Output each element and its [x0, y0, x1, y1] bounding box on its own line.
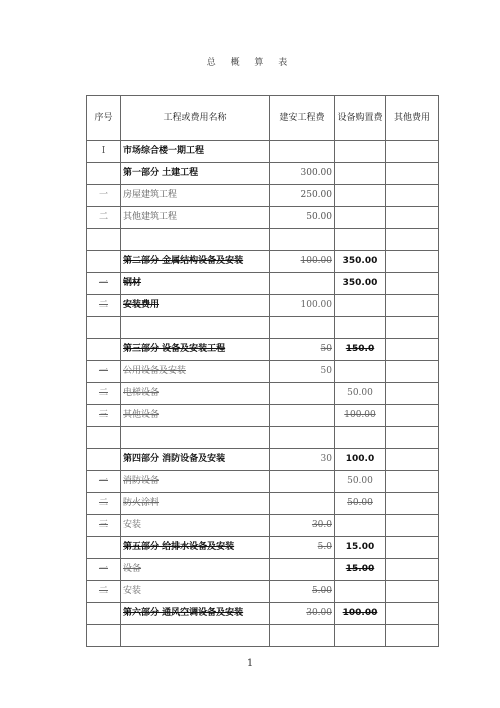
row-construction-cost	[270, 493, 335, 515]
table-row	[87, 449, 439, 471]
row-equipment-cost: 50.00	[335, 493, 386, 515]
row-equipment-cost: 15.00	[335, 559, 386, 581]
row-equipment-cost: 50.00	[335, 471, 386, 493]
row-construction-cost: 50	[270, 339, 335, 361]
row-index	[87, 229, 121, 251]
row-construction-cost: 30.0	[270, 515, 335, 537]
table-row	[87, 317, 439, 339]
row-other-cost	[386, 581, 439, 603]
row-other-cost	[386, 251, 439, 273]
row-index: 二	[87, 207, 121, 229]
row-name: 其他建筑工程	[121, 207, 270, 229]
row-name: 第五部分 给排水设备及安装	[121, 537, 270, 559]
row-equipment-cost: 350.00	[335, 251, 386, 273]
row-other-cost	[386, 625, 439, 647]
row-equipment-cost	[335, 295, 386, 317]
row-other-cost	[386, 537, 439, 559]
row-other-cost	[386, 449, 439, 471]
row-name: 安装费用	[121, 295, 270, 317]
row-equipment-cost	[335, 361, 386, 383]
row-index	[87, 449, 121, 471]
row-index: 二	[87, 383, 121, 405]
row-name: 第一部分 土建工程	[121, 163, 270, 185]
row-equipment-cost: 50.00	[335, 383, 386, 405]
row-construction-cost	[270, 471, 335, 493]
row-index	[87, 427, 121, 449]
row-other-cost	[386, 185, 439, 207]
row-construction-cost: 50.00	[270, 207, 335, 229]
row-index	[87, 317, 121, 339]
row-name: 电梯设备	[121, 383, 270, 405]
row-index: 二	[87, 493, 121, 515]
table-row	[87, 537, 439, 559]
row-other-cost	[386, 383, 439, 405]
table-row	[87, 141, 439, 163]
row-construction-cost	[270, 625, 335, 647]
row-equipment-cost: 100.00	[335, 603, 386, 625]
row-construction-cost: 50	[270, 361, 335, 383]
header-equipment: 设备购置费	[335, 96, 386, 141]
row-construction-cost: 5.00	[270, 581, 335, 603]
row-index	[87, 251, 121, 273]
table-row	[87, 229, 439, 251]
row-name: 房屋建筑工程	[121, 185, 270, 207]
table-row	[87, 559, 439, 581]
row-construction-cost	[270, 427, 335, 449]
row-equipment-cost: 150.0	[335, 339, 386, 361]
row-index: 一	[87, 471, 121, 493]
row-construction-cost: 30.00	[270, 603, 335, 625]
row-name	[121, 229, 270, 251]
row-index: 一	[87, 273, 121, 295]
row-name: 防火涂料	[121, 493, 270, 515]
row-index: 三	[87, 405, 121, 427]
row-equipment-cost: 350.00	[335, 273, 386, 295]
row-name: 第三部分 设备及安装工程	[121, 339, 270, 361]
row-name	[121, 625, 270, 647]
header-construction: 建安工程费	[270, 96, 335, 141]
row-other-cost	[386, 471, 439, 493]
row-other-cost	[386, 405, 439, 427]
row-name	[121, 317, 270, 339]
row-construction-cost	[270, 273, 335, 295]
table-row	[87, 207, 439, 229]
row-name: 第六部分 通风空调设备及安装	[121, 603, 270, 625]
table-row	[87, 185, 439, 207]
row-index: I	[87, 141, 121, 163]
row-other-cost	[386, 339, 439, 361]
page-title: 总 概 算 表	[206, 58, 294, 68]
row-other-cost	[386, 559, 439, 581]
row-other-cost	[386, 141, 439, 163]
header-name: 工程或费用名称	[121, 96, 270, 141]
table-row	[87, 581, 439, 603]
row-index: 二	[87, 581, 121, 603]
table-row	[87, 251, 439, 273]
row-equipment-cost: 100.00	[335, 405, 386, 427]
table-row	[87, 383, 439, 405]
row-other-cost	[386, 163, 439, 185]
table-row	[87, 163, 439, 185]
row-name	[121, 427, 270, 449]
table-row	[87, 295, 439, 317]
row-construction-cost	[270, 317, 335, 339]
row-construction-cost: 300.00	[270, 163, 335, 185]
row-index	[87, 625, 121, 647]
row-index	[87, 603, 121, 625]
row-index: 二	[87, 295, 121, 317]
summary-table	[86, 95, 439, 647]
row-name: 安装	[121, 581, 270, 603]
row-equipment-cost	[335, 207, 386, 229]
row-equipment-cost	[335, 229, 386, 251]
row-other-cost	[386, 295, 439, 317]
row-index: 一	[87, 559, 121, 581]
row-name: 钢材	[121, 273, 270, 295]
row-equipment-cost	[335, 427, 386, 449]
table-row	[87, 405, 439, 427]
page-number: 1	[246, 658, 254, 669]
row-construction-cost: 250.00	[270, 185, 335, 207]
table-row	[87, 625, 439, 647]
table-row	[87, 339, 439, 361]
row-name: 第二部分 金属结构设备及安装	[121, 251, 270, 273]
row-other-cost	[386, 493, 439, 515]
row-equipment-cost: 15.00	[335, 537, 386, 559]
table-row	[87, 361, 439, 383]
row-equipment-cost	[335, 515, 386, 537]
table-row	[87, 273, 439, 295]
row-index	[87, 339, 121, 361]
row-construction-cost	[270, 559, 335, 581]
row-other-cost	[386, 229, 439, 251]
row-name: 市场综合楼一期工程	[121, 141, 270, 163]
row-construction-cost	[270, 141, 335, 163]
row-construction-cost: 30	[270, 449, 335, 471]
table-row	[87, 493, 439, 515]
row-equipment-cost: 100.0	[335, 449, 386, 471]
row-index: 三	[87, 515, 121, 537]
row-other-cost	[386, 273, 439, 295]
row-other-cost	[386, 207, 439, 229]
row-name: 其他设备	[121, 405, 270, 427]
header-other: 其他费用	[386, 96, 439, 141]
row-equipment-cost	[335, 317, 386, 339]
row-construction-cost	[270, 405, 335, 427]
row-construction-cost	[270, 383, 335, 405]
row-equipment-cost	[335, 625, 386, 647]
row-other-cost	[386, 317, 439, 339]
row-other-cost	[386, 515, 439, 537]
table-row	[87, 603, 439, 625]
row-index	[87, 537, 121, 559]
row-other-cost	[386, 603, 439, 625]
row-construction-cost: 100.00	[270, 251, 335, 273]
row-other-cost	[386, 361, 439, 383]
table-row	[87, 515, 439, 537]
row-index: 一	[87, 361, 121, 383]
table-row	[87, 471, 439, 493]
row-name: 安装	[121, 515, 270, 537]
row-construction-cost: 5.0	[270, 537, 335, 559]
row-index	[87, 163, 121, 185]
row-name: 公用设备及安装	[121, 361, 270, 383]
row-equipment-cost	[335, 163, 386, 185]
row-equipment-cost	[335, 141, 386, 163]
row-construction-cost	[270, 229, 335, 251]
table-row	[87, 427, 439, 449]
row-construction-cost: 100.00	[270, 295, 335, 317]
header-index: 序号	[87, 96, 121, 141]
row-other-cost	[386, 427, 439, 449]
row-index: 一	[87, 185, 121, 207]
table-header-row	[87, 96, 439, 141]
row-name: 消防设备	[121, 471, 270, 493]
row-name: 设备	[121, 559, 270, 581]
row-equipment-cost	[335, 581, 386, 603]
row-equipment-cost	[335, 185, 386, 207]
row-name: 第四部分 消防设备及安装	[121, 449, 270, 471]
